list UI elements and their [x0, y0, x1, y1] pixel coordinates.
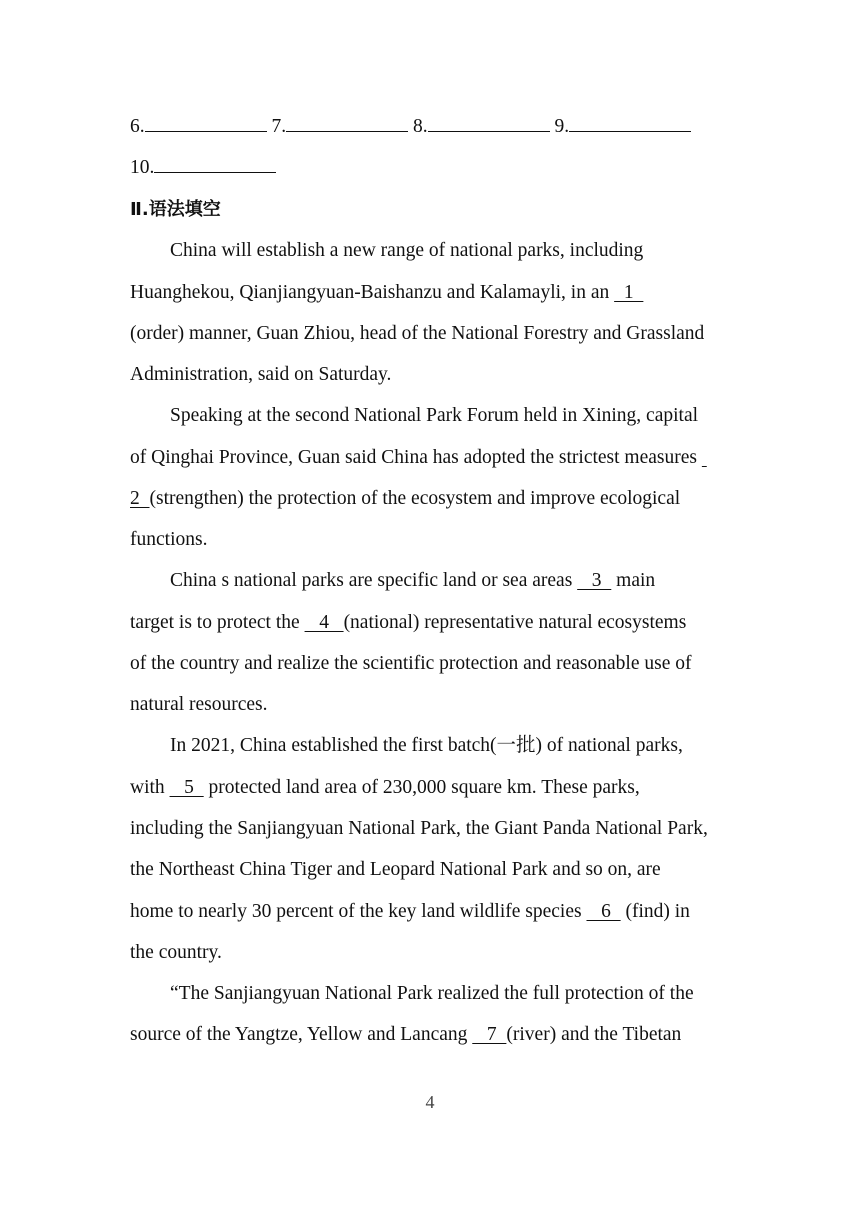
blank-2[interactable]: 2	[130, 488, 150, 509]
blank-6[interactable]: 6	[586, 901, 621, 922]
passage-line: Administration, said on Saturday.	[130, 364, 392, 385]
passage-line	[130, 444, 730, 472]
answer-blank-6[interactable]	[145, 113, 267, 132]
passage-text: target is to protect the	[130, 612, 300, 633]
passage-line	[130, 898, 730, 926]
section-title: Ⅱ.语法填空	[130, 199, 221, 220]
passage-text: (find) in	[625, 901, 690, 922]
passage-line: In 2021, China established the first batch(一批) of national parks,	[170, 735, 683, 756]
blank-1[interactable]: 1	[614, 282, 644, 303]
blank-7[interactable]: 7	[472, 1024, 507, 1045]
passage-text: China s national parks are specific land or sea areas	[170, 570, 573, 591]
passage-line	[130, 485, 730, 513]
passage-line: of the country and realize the scientific protection and reasonable use of	[130, 653, 692, 674]
passage-line	[130, 279, 730, 307]
answer-blank-10[interactable]	[154, 154, 276, 173]
answer-line-10	[130, 154, 730, 182]
passage-line: “The Sanjiangyuan National Park realized the full protection of the	[170, 983, 694, 1004]
passage-text: protected land area of 230,000 square km. These parks,	[208, 777, 640, 798]
passage-text: (strengthen) the protection of the ecosystem and improve ecological	[149, 488, 681, 509]
passage-line: including the Sanjiangyuan National Park, the Giant Panda National Park,	[130, 818, 708, 839]
answer-label-10: 10.	[130, 157, 155, 178]
passage-line	[130, 1021, 730, 1049]
answer-blank-7[interactable]	[286, 113, 408, 132]
answer-line-6-9	[130, 113, 730, 141]
passage-line: the Northeast China Tiger and Leopard National Park and so on, are	[130, 859, 661, 880]
passage-line	[130, 609, 730, 637]
passage-line: functions.	[130, 529, 208, 550]
answer-label-6: 6.	[130, 116, 145, 137]
passage-text: main	[616, 570, 656, 591]
answer-label-8: 8.	[413, 116, 428, 137]
blank-4[interactable]: 4	[304, 612, 344, 633]
answer-blank-8[interactable]	[428, 113, 550, 132]
passage-line: China will establish a new range of national parks, including	[170, 240, 644, 261]
passage-text: Huanghekou, Qianjiangyuan-Baishanzu and Kalamayli, in an	[130, 282, 610, 303]
passage-text: of Qinghai Province, Guan said China has adopted the strictest measures	[130, 447, 697, 468]
passage-line: natural resources.	[130, 694, 268, 715]
passage-line: (order) manner, Guan Zhiou, head of the National Forestry and Grassland	[130, 323, 705, 344]
passage-line	[170, 567, 770, 595]
blank-5[interactable]: 5	[169, 777, 204, 798]
passage-text: with	[130, 777, 165, 798]
passage-text: (river) and the Tibetan	[506, 1024, 682, 1045]
passage-line	[130, 774, 730, 802]
answer-label-7: 7.	[271, 116, 287, 137]
answer-label-9: 9.	[554, 116, 570, 137]
answer-blank-9[interactable]	[569, 113, 691, 132]
page-number: 4	[425, 1092, 435, 1112]
passage-text: (national) representative natural ecosystems	[343, 612, 687, 633]
passage-line: the country.	[130, 942, 222, 963]
passage-line: Speaking at the second National Park Forum held in Xining, capital	[170, 405, 699, 426]
passage-text: source of the Yangtze, Yellow and Lancang	[130, 1024, 468, 1045]
passage-text: home to nearly 30 percent of the key land wildlife species	[130, 901, 582, 922]
blank-2-start[interactable]	[702, 447, 707, 468]
blank-3[interactable]: 3	[577, 570, 612, 591]
